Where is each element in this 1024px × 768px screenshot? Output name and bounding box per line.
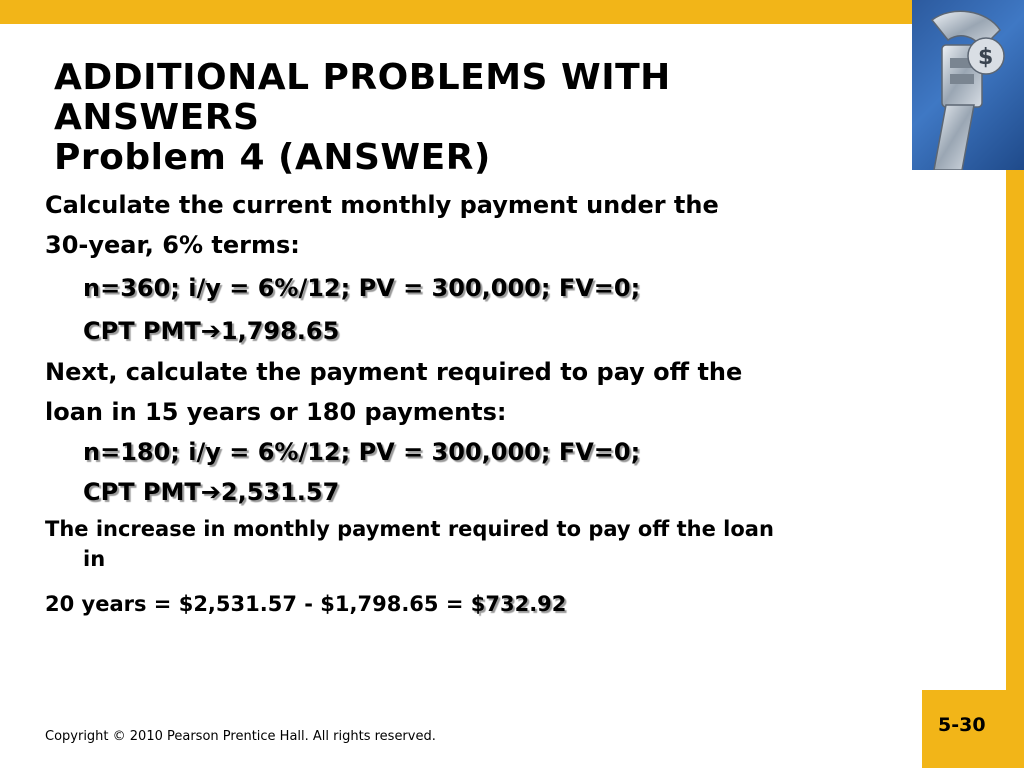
pmt-30yr-value: 1,798.65 bbox=[220, 317, 340, 345]
difference-expression: 20 years = $2,531.57 - $1,798.65 = bbox=[45, 592, 471, 616]
body-line-9-main: The increase in monthly payment required to pay off the loan bbox=[45, 517, 774, 541]
arrow-right-icon: ➔ bbox=[200, 317, 221, 345]
copyright-footer: Copyright © 2010 Pearson Prentice Hall. All rights reserved. bbox=[45, 729, 436, 744]
calc-result-30yr bbox=[45, 310, 945, 352]
cpt-pmt-label: CPT PMT bbox=[83, 317, 201, 345]
page-number-box bbox=[922, 690, 1006, 768]
calc-inputs-15yr: n=180; i/y = 6%/12; PV = 300,000; FV=0; bbox=[83, 438, 641, 466]
title-line-3: Problem 4 (ANSWER) bbox=[54, 137, 491, 178]
cpt-pmt-label-2: CPT PMT bbox=[83, 478, 201, 506]
page-number: 5-30 bbox=[938, 714, 986, 736]
title-line-1: ADDITIONAL PROBLEMS WITH bbox=[54, 57, 671, 98]
answer-value: $732.92 bbox=[470, 592, 567, 616]
slide-body bbox=[45, 186, 945, 622]
title-line-2: ANSWERS bbox=[54, 97, 260, 138]
body-line-9-cont: in bbox=[83, 547, 106, 571]
body-line-6: loan in 15 years or 180 payments: bbox=[45, 398, 507, 426]
body-line-2: 30-year, 6% terms: bbox=[45, 231, 300, 259]
calc-inputs-30yr: n=360; i/y = 6%/12; PV = 300,000; FV=0; bbox=[83, 274, 641, 302]
body-line-9 bbox=[45, 512, 945, 574]
wrench-dollar-icon bbox=[912, 0, 1024, 170]
body-line-10 bbox=[45, 586, 945, 622]
pmt-15yr-value: 2,531.57 bbox=[220, 478, 340, 506]
top-accent-bar bbox=[0, 0, 1024, 24]
body-line-5: Next, calculate the payment required to pay off the bbox=[45, 358, 743, 386]
svg-text:$: $ bbox=[978, 45, 994, 70]
arrow-right-icon-2: ➔ bbox=[200, 478, 221, 506]
slide-title bbox=[54, 58, 904, 178]
body-line-1: Calculate the current monthly payment under the bbox=[45, 191, 719, 219]
calc-result-15yr bbox=[45, 472, 945, 512]
